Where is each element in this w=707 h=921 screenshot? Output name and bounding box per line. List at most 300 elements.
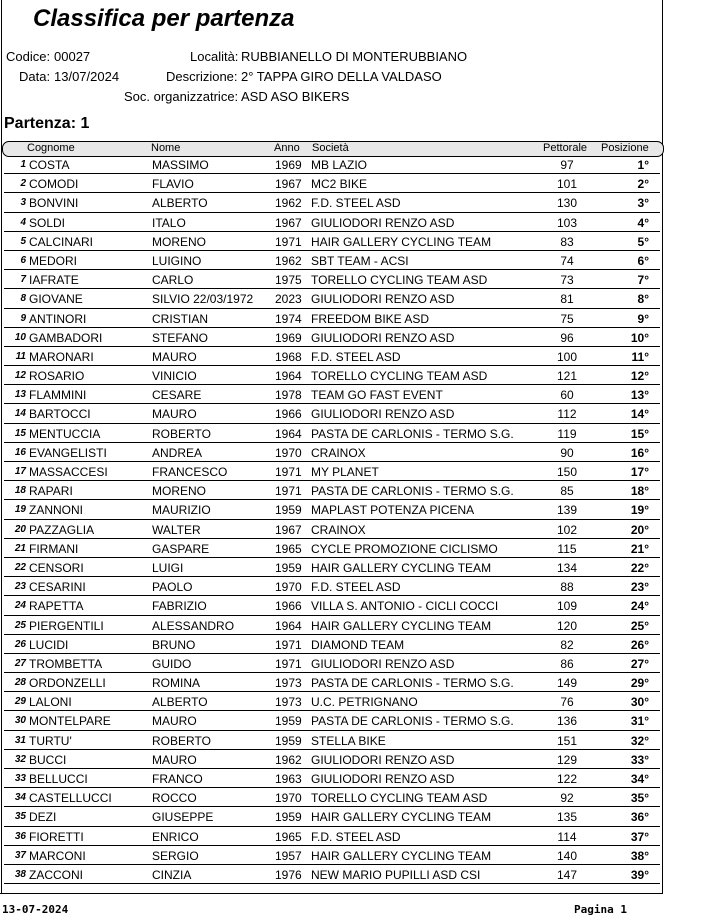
cognome-cell: IAFRATE bbox=[29, 273, 79, 288]
table-row bbox=[4, 213, 660, 232]
societa-cell: HAIR GALLERY CYCLING TEAM bbox=[311, 560, 492, 575]
nome-cell: SERGIO bbox=[152, 848, 199, 863]
pettorale-cell: 88 bbox=[560, 580, 574, 595]
table-row bbox=[4, 616, 660, 635]
pettorale-cell: 73 bbox=[560, 273, 574, 288]
cognome-cell: FLAMMINI bbox=[29, 388, 87, 403]
nome-cell: FRANCO bbox=[152, 772, 203, 786]
societa-cell: MY PLANET bbox=[311, 465, 379, 479]
posizione-cell: 19° bbox=[630, 503, 649, 518]
table-row bbox=[4, 424, 660, 443]
posizione-cell: 32° bbox=[630, 733, 649, 748]
societa-cell: PASTA DE CARLONIS - TERMO S.G. bbox=[311, 484, 514, 499]
societa-cell: STELLA BIKE bbox=[311, 733, 386, 748]
table-row bbox=[4, 596, 660, 615]
cognome-cell: COMODI bbox=[29, 177, 79, 192]
cognome-cell: BUCCI bbox=[29, 752, 67, 767]
row-index: 16 bbox=[14, 446, 26, 458]
table-row bbox=[4, 404, 660, 423]
row-index: 25 bbox=[14, 619, 26, 631]
posizione-cell: 6° bbox=[637, 253, 649, 268]
table-row bbox=[4, 347, 660, 366]
cognome-cell: BARTOCCI bbox=[29, 407, 91, 422]
table-row bbox=[4, 155, 660, 174]
descrizione-label: Descrizione: bbox=[166, 69, 238, 84]
nome-cell: MORENO bbox=[152, 234, 206, 249]
anno-cell: 1967 bbox=[275, 215, 302, 230]
posizione-cell: 37° bbox=[630, 829, 649, 844]
pettorale-cell: 75 bbox=[560, 311, 574, 326]
pettorale-cell: 135 bbox=[556, 810, 578, 825]
nome-cell: GIUSEPPE bbox=[152, 810, 214, 825]
anno-cell: 1959 bbox=[275, 503, 302, 518]
anno-cell: 1973 bbox=[275, 676, 302, 691]
pettorale-cell: 74 bbox=[560, 253, 574, 268]
partenza-label: Partenza: bbox=[4, 115, 77, 132]
cognome-cell: ROSARIO bbox=[29, 369, 85, 384]
anno-cell: 2023 bbox=[275, 292, 302, 307]
nome-cell: VINICIO bbox=[152, 369, 197, 384]
descrizione-value: 2° TAPPA GIRO DELLA VALDASO bbox=[241, 69, 442, 84]
table-row bbox=[4, 309, 660, 328]
cognome-cell: MENTUCCIA bbox=[29, 426, 101, 441]
pettorale-cell: 85 bbox=[560, 484, 574, 499]
nome-cell: ALESSANDRO bbox=[152, 618, 235, 633]
col-anno: Anno bbox=[274, 142, 300, 154]
pettorale-cell: 103 bbox=[556, 215, 578, 230]
societa-cell: MC2 BIKE bbox=[311, 177, 368, 192]
societa-cell: VILLA S. ANTONIO - CICLI COCCI bbox=[311, 599, 499, 614]
row-index: 21 bbox=[14, 542, 26, 554]
nome-cell: ALBERTO bbox=[152, 196, 208, 211]
societa-cell: F.D. STEEL ASD bbox=[311, 196, 401, 211]
soc-organizzatrice-label: Soc. organizzatrice: bbox=[124, 89, 239, 104]
row-index: 27 bbox=[14, 657, 26, 669]
nome-cell: BRUNO bbox=[152, 637, 196, 652]
posizione-cell: 5° bbox=[637, 234, 649, 249]
anno-cell: 1970 bbox=[275, 791, 302, 806]
col-nome: Nome bbox=[151, 142, 181, 154]
posizione-cell: 11° bbox=[631, 349, 649, 364]
nome-cell: MORENO bbox=[152, 484, 206, 499]
table-row bbox=[4, 232, 660, 251]
anno-cell: 1978 bbox=[275, 388, 302, 403]
table-row bbox=[4, 558, 660, 577]
results-table bbox=[0, 155, 662, 884]
footer-page: Pagina 1 bbox=[574, 903, 627, 916]
nome-cell: WALTER bbox=[152, 522, 201, 537]
posizione-cell: 9° bbox=[637, 311, 649, 326]
posizione-cell: 15° bbox=[630, 426, 649, 441]
cognome-cell: RAPARI bbox=[29, 484, 73, 499]
societa-cell: F.D. STEEL ASD bbox=[311, 580, 401, 595]
table-row bbox=[4, 193, 660, 212]
nome-cell: GUIDO bbox=[152, 656, 192, 671]
nome-cell: STEFANO bbox=[152, 330, 209, 345]
posizione-cell: 30° bbox=[630, 695, 649, 710]
data-label: Data: bbox=[19, 69, 51, 84]
posizione-cell: 7° bbox=[637, 273, 649, 288]
nome-cell: ALBERTO bbox=[152, 695, 208, 710]
societa-cell: GIULIODORI RENZO ASD bbox=[311, 407, 455, 422]
pettorale-cell: 130 bbox=[556, 196, 578, 211]
anno-cell: 1965 bbox=[275, 829, 302, 844]
row-index: 26 bbox=[14, 638, 26, 650]
row-index: 32 bbox=[14, 753, 26, 765]
table-row bbox=[4, 500, 660, 519]
anno-cell: 1970 bbox=[275, 580, 302, 595]
societa-cell: CYCLE PROMOZIONE CICLISMO bbox=[311, 541, 498, 556]
anno-cell: 1959 bbox=[275, 810, 302, 825]
posizione-cell: 20° bbox=[630, 522, 649, 537]
row-index: 14 bbox=[14, 408, 26, 420]
nome-cell: FLAVIO bbox=[152, 177, 194, 192]
societa-cell: PASTA DE CARLONIS - TERMO S.G. bbox=[311, 676, 514, 691]
societa-cell: HAIR GALLERY CYCLING TEAM bbox=[311, 618, 492, 633]
pettorale-cell: 100 bbox=[556, 349, 578, 364]
row-index: 33 bbox=[14, 773, 26, 784]
table-row bbox=[4, 750, 660, 769]
posizione-cell: 21° bbox=[630, 541, 649, 556]
table-row bbox=[4, 711, 660, 730]
nome-cell: CRISTIAN bbox=[152, 311, 209, 326]
nome-cell: ROBERTO bbox=[152, 426, 211, 441]
anno-cell: 1973 bbox=[275, 695, 302, 710]
posizione-cell: 27° bbox=[630, 656, 649, 671]
localita-value: RUBBIANELLO DI MONTERUBBIANO bbox=[241, 49, 468, 64]
societa-cell: GIULIODORI RENZO ASD bbox=[311, 656, 455, 671]
pettorale-cell: 112 bbox=[557, 407, 577, 422]
societa-cell: TORELLO CYCLING TEAM ASD bbox=[311, 273, 488, 288]
codice-label: Codice: bbox=[6, 49, 51, 64]
row-index: 20 bbox=[14, 523, 26, 535]
anno-cell: 1964 bbox=[275, 618, 302, 633]
cognome-cell: FIRMANI bbox=[29, 541, 79, 556]
table-row bbox=[4, 174, 660, 193]
row-index: 23 bbox=[14, 581, 26, 593]
cognome-cell: FIORETTI bbox=[29, 829, 84, 844]
pettorale-cell: 121 bbox=[556, 369, 578, 384]
pettorale-cell: 92 bbox=[560, 791, 574, 806]
anno-cell: 1962 bbox=[275, 752, 302, 767]
anno-cell: 1964 bbox=[275, 369, 302, 384]
societa-cell: NEW MARIO PUPILLI ASD CSI bbox=[311, 867, 481, 882]
pettorale-cell: 139 bbox=[556, 503, 578, 518]
societa-cell: MB LAZIO bbox=[311, 158, 368, 172]
anno-cell: 1971 bbox=[275, 234, 302, 249]
row-index: 1 bbox=[20, 159, 26, 170]
nome-cell: GASPARE bbox=[152, 541, 210, 556]
anno-cell: 1971 bbox=[275, 484, 302, 499]
nome-cell: MAURO bbox=[152, 714, 197, 729]
table-row bbox=[4, 731, 660, 750]
anno-cell: 1959 bbox=[275, 733, 302, 748]
posizione-cell: 36° bbox=[630, 810, 649, 825]
pettorale-cell: 120 bbox=[556, 618, 578, 633]
row-index: 22 bbox=[14, 561, 26, 573]
societa-cell: PASTA DE CARLONIS - TERMO S.G. bbox=[311, 714, 514, 729]
nome-cell: FABRIZIO bbox=[152, 599, 207, 614]
row-index: 7 bbox=[20, 274, 26, 286]
cognome-cell: SOLDI bbox=[29, 215, 66, 230]
cognome-cell: EVANGELISTI bbox=[29, 445, 107, 460]
pettorale-cell: 140 bbox=[556, 848, 578, 863]
cognome-cell: RAPETTA bbox=[29, 599, 84, 614]
table-row bbox=[4, 807, 660, 826]
table-row bbox=[4, 481, 660, 500]
nome-cell: MAURO bbox=[152, 349, 197, 364]
table-row bbox=[4, 251, 660, 270]
societa-cell: GIULIODORI RENZO ASD bbox=[311, 215, 455, 230]
table-row bbox=[4, 328, 660, 347]
anno-cell: 1974 bbox=[275, 311, 302, 326]
anno-cell: 1965 bbox=[275, 541, 302, 556]
cognome-cell: ZANNONI bbox=[29, 503, 83, 518]
posizione-cell: 14° bbox=[630, 407, 649, 422]
anno-cell: 1966 bbox=[275, 599, 302, 614]
row-index: 10 bbox=[14, 331, 26, 343]
societa-cell: GIULIODORI RENZO ASD bbox=[311, 330, 455, 345]
footer-date: 13-07-2024 bbox=[2, 903, 69, 916]
anno-cell: 1971 bbox=[275, 465, 302, 479]
row-index: 17 bbox=[14, 466, 26, 477]
societa-cell: TEAM GO FAST EVENT bbox=[311, 388, 443, 403]
societa-cell: TORELLO CYCLING TEAM ASD bbox=[311, 369, 488, 384]
soc-organizzatrice-value: ASD ASO BIKERS bbox=[241, 89, 350, 104]
table-row bbox=[4, 827, 660, 846]
col-societa: Società bbox=[312, 142, 349, 154]
anno-cell: 1969 bbox=[275, 158, 302, 172]
table-row bbox=[4, 270, 660, 289]
posizione-cell: 1° bbox=[637, 158, 649, 172]
pettorale-cell: 60 bbox=[560, 388, 574, 403]
nome-cell: SILVIO 22/03/1972 bbox=[152, 292, 254, 307]
row-index: 11 bbox=[15, 350, 26, 362]
pettorale-cell: 102 bbox=[556, 522, 578, 537]
pettorale-cell: 101 bbox=[556, 177, 578, 192]
societa-cell: MAPLAST POTENZA PICENA bbox=[311, 503, 475, 518]
table-row bbox=[4, 673, 660, 692]
pettorale-cell: 147 bbox=[556, 867, 578, 882]
societa-cell: GIULIODORI RENZO ASD bbox=[311, 752, 455, 767]
anno-cell: 1970 bbox=[275, 445, 302, 460]
anno-cell: 1971 bbox=[275, 656, 302, 671]
nome-cell: CESARE bbox=[152, 388, 202, 403]
cognome-cell: PAZZAGLIA bbox=[29, 522, 95, 537]
societa-cell: GIULIODORI RENZO ASD bbox=[311, 772, 455, 786]
anno-cell: 1962 bbox=[275, 253, 302, 268]
row-index: 13 bbox=[14, 389, 26, 401]
pettorale-cell: 97 bbox=[560, 158, 574, 172]
pettorale-cell: 119 bbox=[557, 426, 577, 441]
row-index: 37 bbox=[14, 849, 26, 861]
table-row bbox=[4, 462, 660, 481]
societa-cell: FREEDOM BIKE ASD bbox=[311, 311, 430, 326]
nome-cell: MASSIMO bbox=[152, 158, 209, 172]
anno-cell: 1975 bbox=[275, 273, 302, 288]
cognome-cell: CESARINI bbox=[29, 580, 86, 595]
anno-cell: 1967 bbox=[275, 522, 302, 537]
anno-cell: 1964 bbox=[275, 426, 302, 441]
row-index: 5 bbox=[20, 235, 26, 247]
posizione-cell: 10° bbox=[630, 330, 649, 345]
pettorale-cell: 149 bbox=[556, 676, 578, 691]
localita-label: Località: bbox=[190, 49, 239, 64]
societa-cell: CRAINOX bbox=[311, 522, 366, 537]
row-index: 28 bbox=[14, 677, 26, 689]
posizione-cell: 31° bbox=[630, 714, 649, 729]
posizione-cell: 34° bbox=[630, 772, 649, 786]
nome-cell: ROMINA bbox=[152, 676, 200, 691]
nome-cell: PAOLO bbox=[152, 580, 193, 595]
nome-cell: ANDREA bbox=[152, 445, 203, 460]
nome-cell: MAURIZIO bbox=[152, 503, 211, 518]
nome-cell: ROCCO bbox=[152, 791, 197, 806]
page-title: Classifica per partenza bbox=[33, 5, 295, 32]
row-index: 24 bbox=[14, 600, 26, 612]
cognome-cell: MARCONI bbox=[29, 848, 86, 863]
row-index: 12 bbox=[14, 370, 26, 382]
anno-cell: 1969 bbox=[275, 330, 302, 345]
table-row bbox=[4, 769, 660, 788]
pettorale-cell: 115 bbox=[557, 541, 577, 556]
row-index: 4 bbox=[20, 216, 26, 228]
cognome-cell: CASTELLUCCI bbox=[29, 791, 112, 806]
anno-cell: 1971 bbox=[275, 637, 302, 652]
cognome-cell: TURTU' bbox=[29, 733, 72, 748]
table-row bbox=[4, 366, 660, 385]
nome-cell: MAURO bbox=[152, 407, 197, 422]
anno-cell: 1963 bbox=[275, 772, 302, 786]
posizione-cell: 2° bbox=[637, 177, 649, 192]
row-index: 18 bbox=[14, 485, 26, 497]
cognome-cell: TROMBETTA bbox=[29, 656, 103, 671]
cognome-cell: DEZI bbox=[29, 810, 57, 825]
row-index: 3 bbox=[20, 197, 26, 209]
pettorale-cell: 122 bbox=[556, 772, 578, 786]
row-index: 19 bbox=[14, 504, 26, 516]
pettorale-cell: 96 bbox=[560, 330, 574, 345]
posizione-cell: 4° bbox=[637, 215, 649, 230]
posizione-cell: 38° bbox=[630, 848, 649, 863]
cognome-cell: MARONARI bbox=[29, 349, 94, 364]
col-cognome: Cognome bbox=[27, 142, 75, 154]
societa-cell: F.D. STEEL ASD bbox=[311, 829, 401, 844]
bottom-rule bbox=[0, 893, 663, 894]
table-row bbox=[4, 577, 660, 596]
cognome-cell: ZACCONI bbox=[29, 867, 83, 882]
posizione-cell: 16° bbox=[630, 445, 649, 460]
table-row bbox=[4, 385, 660, 404]
posizione-cell: 24° bbox=[630, 599, 649, 614]
row-index: 30 bbox=[14, 715, 26, 727]
row-index: 36 bbox=[14, 830, 26, 842]
row-index: 6 bbox=[20, 254, 26, 266]
table-row bbox=[4, 692, 660, 711]
row-index: 2 bbox=[20, 178, 26, 190]
pettorale-cell: 86 bbox=[560, 656, 574, 671]
cognome-cell: BELLUCCI bbox=[29, 772, 88, 786]
cognome-cell: ORDONZELLI bbox=[29, 676, 106, 691]
partenza-value: 1 bbox=[80, 115, 90, 132]
nome-cell: ROBERTO bbox=[152, 733, 211, 748]
row-index: 31 bbox=[14, 734, 26, 746]
societa-cell: U.C. PETRIGNANO bbox=[311, 695, 418, 710]
nome-cell: MAURO bbox=[152, 752, 197, 767]
posizione-cell: 33° bbox=[630, 752, 649, 767]
table-row bbox=[4, 520, 660, 539]
pettorale-cell: 136 bbox=[556, 714, 578, 729]
cognome-cell: CENSORI bbox=[29, 560, 84, 575]
societa-cell: HAIR GALLERY CYCLING TEAM bbox=[311, 810, 492, 825]
societa-cell: F.D. STEEL ASD bbox=[311, 349, 401, 364]
row-index: 38 bbox=[14, 868, 26, 880]
cognome-cell: BONVINI bbox=[29, 196, 79, 211]
pettorale-cell: 82 bbox=[560, 637, 574, 652]
pettorale-cell: 150 bbox=[556, 465, 578, 479]
cognome-cell: PIERGENTILI bbox=[29, 618, 104, 633]
anno-cell: 1962 bbox=[275, 196, 302, 211]
table-row bbox=[4, 635, 660, 654]
pettorale-cell: 76 bbox=[560, 695, 574, 710]
data-value: 13/07/2024 bbox=[54, 69, 120, 84]
table-row bbox=[4, 289, 660, 308]
pettorale-cell: 151 bbox=[556, 733, 578, 748]
posizione-cell: 3° bbox=[637, 196, 649, 211]
anno-cell: 1968 bbox=[275, 349, 302, 364]
societa-cell: HAIR GALLERY CYCLING TEAM bbox=[311, 234, 492, 249]
table-row bbox=[4, 846, 660, 865]
nome-cell: LUIGI bbox=[152, 560, 184, 575]
pettorale-cell: 83 bbox=[560, 234, 574, 249]
pettorale-cell: 134 bbox=[556, 560, 578, 575]
societa-cell: CRAINOX bbox=[311, 445, 366, 460]
anno-cell: 1967 bbox=[275, 177, 302, 192]
nome-cell: ENRICO bbox=[152, 829, 199, 844]
anno-cell: 1959 bbox=[275, 560, 302, 575]
cognome-cell: MASSACCESI bbox=[29, 465, 108, 479]
posizione-cell: 17° bbox=[630, 465, 649, 479]
posizione-cell: 22° bbox=[630, 560, 649, 575]
anno-cell: 1966 bbox=[275, 407, 302, 422]
row-index: 29 bbox=[14, 696, 26, 708]
posizione-cell: 25° bbox=[630, 618, 649, 633]
pettorale-cell: 129 bbox=[556, 752, 578, 767]
cognome-cell: ANTINORI bbox=[29, 311, 87, 326]
row-index: 35 bbox=[14, 811, 26, 823]
societa-cell: PASTA DE CARLONIS - TERMO S.G. bbox=[311, 426, 514, 441]
nome-cell: LUIGINO bbox=[152, 253, 202, 268]
table-row bbox=[4, 865, 660, 884]
cognome-cell: COSTA bbox=[29, 158, 70, 172]
posizione-cell: 18° bbox=[630, 484, 649, 499]
partenza-heading bbox=[4, 115, 89, 133]
anno-cell: 1976 bbox=[275, 867, 302, 882]
row-index: 9 bbox=[20, 312, 26, 324]
societa-cell: TORELLO CYCLING TEAM ASD bbox=[311, 791, 488, 806]
codice-value: 00027 bbox=[54, 49, 91, 64]
anno-cell: 1957 bbox=[275, 848, 302, 863]
cognome-cell: LUCIDI bbox=[29, 637, 69, 652]
posizione-cell: 23° bbox=[630, 580, 649, 595]
societa-cell: HAIR GALLERY CYCLING TEAM bbox=[311, 848, 492, 863]
row-index: 8 bbox=[20, 293, 26, 305]
posizione-cell: 39° bbox=[630, 867, 649, 882]
cognome-cell: GAMBADORI bbox=[29, 330, 103, 345]
societa-cell: DIAMOND TEAM bbox=[311, 637, 405, 652]
pettorale-cell: 109 bbox=[556, 599, 578, 614]
pettorale-cell: 81 bbox=[560, 292, 574, 307]
